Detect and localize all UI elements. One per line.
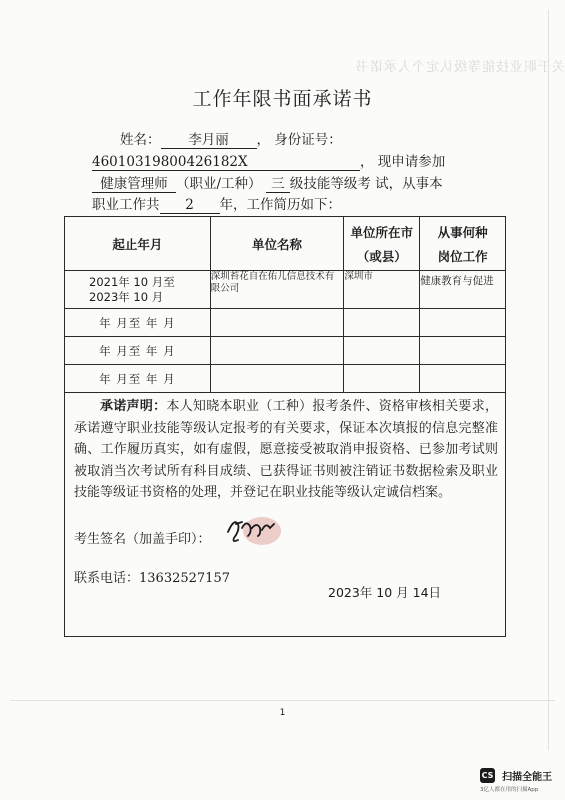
occupation-value: 健康管理师 bbox=[92, 172, 176, 193]
row2-city bbox=[344, 309, 420, 337]
row4-period: 年 月至 年 月 bbox=[65, 365, 211, 393]
id-value: 46010319800426182X bbox=[92, 154, 360, 171]
years-prefix: 职业工作共 bbox=[92, 197, 160, 213]
row2-period: 年 月至 年 月 bbox=[65, 309, 211, 337]
id-line bbox=[92, 150, 445, 171]
declaration-paragraph bbox=[74, 396, 498, 504]
row3-position bbox=[420, 337, 506, 365]
scanner-slogan: 3亿人都在用的扫描App bbox=[480, 787, 539, 793]
scan-artifact-line bbox=[548, 10, 549, 750]
table-row bbox=[65, 337, 506, 365]
header-city bbox=[344, 217, 420, 271]
sign-date: 2023年 10 月 14日 bbox=[328, 585, 442, 600]
table-row bbox=[65, 365, 506, 393]
years-line bbox=[92, 193, 341, 214]
header-unit: 单位名称 bbox=[210, 217, 344, 271]
row4-unit bbox=[210, 365, 344, 393]
row1-unit: 深圳苔花自在佑儿信息技术有限公司 bbox=[210, 271, 344, 309]
table-row bbox=[65, 309, 506, 337]
row1-period-start: 2021年 10 月至 bbox=[89, 274, 175, 289]
id-label: 身份证号： bbox=[274, 132, 342, 148]
occupation-suffix: （职业/工种） bbox=[176, 176, 262, 192]
scan-artifact-line bbox=[10, 700, 555, 701]
years-suffix: 年，工作简历如下： bbox=[219, 197, 341, 213]
row1-position: 健康教育与促进 bbox=[420, 271, 506, 309]
header-position-line2: 岗位工作 bbox=[437, 248, 488, 264]
declaration-text: 本人知晓本职业（工种）报考条件、资格审核相关要求，承诺遵守职业技能等级认定报考的有关要求，保证本次填报的信息完整准确、工作履历真实，如有虚假，愿意接受被取消申报资格、已参加考试则被取消当次考试所有科目成绩、已获得证书则被注销证书数据检索及职业技能等级证书资格的处理，并登记在职业技能等级认定诚信档案。 bbox=[74, 399, 498, 500]
header-position bbox=[420, 217, 506, 271]
scanner-logo-icon: CS bbox=[480, 768, 495, 783]
name-value: 李月丽 bbox=[161, 128, 257, 149]
page-number: 1 bbox=[279, 708, 286, 718]
name-label: 姓名： bbox=[120, 132, 161, 148]
work-history-table bbox=[64, 216, 506, 393]
row4-city bbox=[344, 365, 420, 393]
row1-city: 深圳市 bbox=[344, 271, 420, 309]
row1-period-end: 2023年 10 月 bbox=[89, 289, 164, 304]
row2-unit bbox=[210, 309, 344, 337]
phone-value: 13632527157 bbox=[139, 571, 230, 586]
row3-city bbox=[344, 337, 420, 365]
phone-label: 联系电话： bbox=[74, 571, 140, 586]
header-city-line1: 单位所在市 bbox=[350, 224, 414, 240]
name-line: 姓名： 李月丽 ， 身份证号： bbox=[120, 128, 342, 149]
scanner-watermark bbox=[480, 765, 552, 793]
table-row bbox=[65, 271, 506, 309]
signature-image bbox=[224, 510, 286, 548]
scanner-name: 扫描全能王 bbox=[502, 772, 553, 783]
fingerprint-mark bbox=[243, 517, 281, 545]
signature-label: 考生签名（加盖手印）： bbox=[74, 532, 211, 547]
header-period: 起止年月 bbox=[65, 217, 211, 271]
table-header-row bbox=[65, 217, 506, 271]
header-position-line1: 从事何种 bbox=[437, 224, 488, 240]
apply-text: ， 现申请参加 bbox=[360, 154, 446, 170]
row3-period: 年 月至 年 月 bbox=[65, 337, 211, 365]
document-title: 工作年限书面承诺书 bbox=[192, 88, 373, 110]
level-suffix: 级技能等级考 试，从事本 bbox=[289, 176, 443, 192]
level-value: 三 bbox=[266, 172, 290, 193]
occupation-line bbox=[92, 172, 443, 193]
header-city-line2: （或县） bbox=[356, 248, 407, 264]
bleed-through-text: 关于职业技能等级认定个人承诺书 bbox=[354, 60, 565, 75]
declaration-heading: 承诺声明： bbox=[100, 399, 167, 414]
years-value: 2 bbox=[160, 197, 220, 214]
phone-line bbox=[74, 567, 230, 586]
row4-position bbox=[420, 365, 506, 393]
row2-position bbox=[420, 309, 506, 337]
row3-unit bbox=[210, 337, 344, 365]
row1-period bbox=[65, 271, 211, 309]
